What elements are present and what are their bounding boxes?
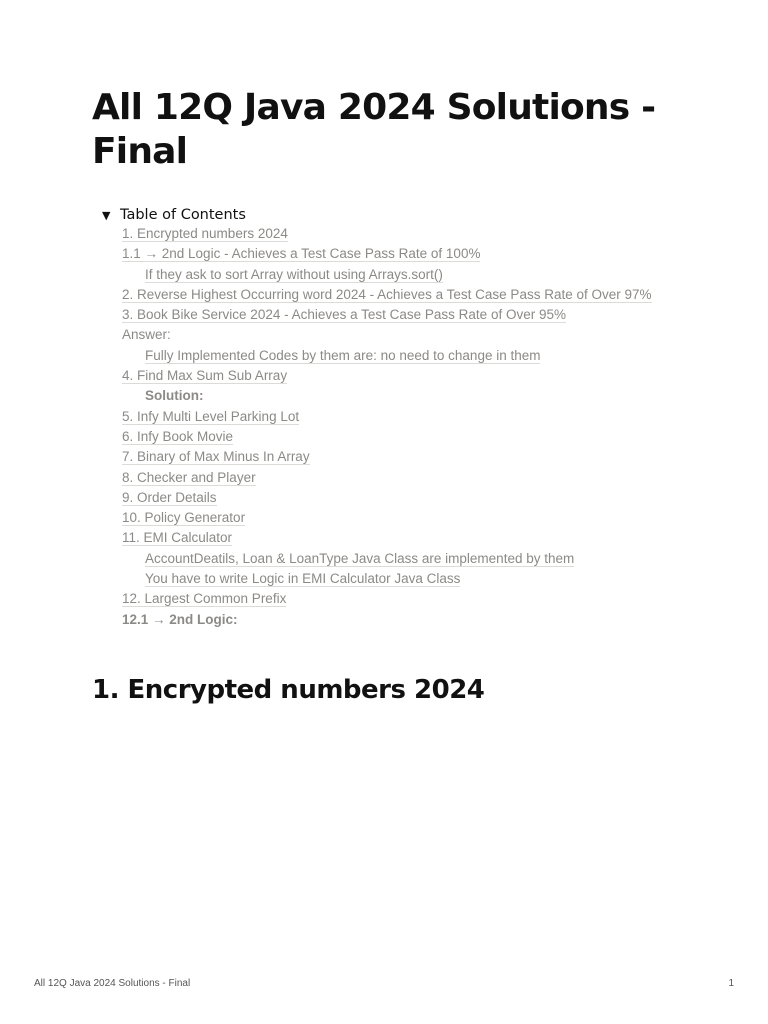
toc-item bbox=[122, 490, 662, 506]
toc-link-encrypted-numbers[interactable]: 1. Encrypted numbers 2024 bbox=[122, 226, 288, 241]
toc-title: Table of Contents bbox=[120, 207, 246, 223]
toc-item bbox=[122, 591, 662, 607]
toc-item bbox=[122, 551, 662, 567]
table-of-contents bbox=[122, 226, 662, 632]
toc-item bbox=[122, 510, 662, 526]
toc-item bbox=[122, 409, 662, 425]
toc-item bbox=[122, 287, 662, 303]
toc-link-checker-player[interactable]: 8. Checker and Player bbox=[122, 469, 256, 485]
toc-item bbox=[122, 449, 662, 465]
triangle-down-icon: ▼ bbox=[102, 208, 111, 222]
toc-link-policy-generator[interactable]: 10. Policy Generator bbox=[122, 510, 246, 526]
toc-item bbox=[122, 388, 662, 404]
toc-item bbox=[122, 307, 662, 323]
toc-toggle[interactable] bbox=[102, 205, 246, 225]
toc-link-reverse-word[interactable]: 2. Reverse Highest Occurring word 2024 - Achieves a Test Case Pass Rate of Over 97% bbox=[122, 286, 652, 302]
toc-link-book-movie[interactable]: 6. Infy Book Movie bbox=[122, 428, 234, 444]
toc-link-max-sum[interactable]: 4. Find Max Sum Sub Array bbox=[122, 368, 288, 384]
toc-link-order-details[interactable]: 9. Order Details bbox=[122, 489, 217, 505]
toc-item bbox=[122, 267, 662, 283]
toc-item bbox=[122, 327, 662, 343]
toc-item bbox=[122, 612, 662, 628]
section-heading: 1. Encrypted numbers 2024 bbox=[92, 675, 485, 705]
toc-item bbox=[122, 246, 662, 262]
toc-link-binary-max-minus[interactable]: 7. Binary of Max Minus In Array bbox=[122, 449, 310, 465]
toc-link-2nd-logic[interactable]: 1.1 → 2nd Logic - Achieves a Test Case Pass Rate of 100% bbox=[122, 246, 481, 262]
toc-link-emi-calculator[interactable]: 11. EMI Calculator bbox=[122, 530, 233, 546]
toc-item bbox=[122, 470, 662, 486]
page-title: All 12Q Java 2024 Solutions - Final bbox=[92, 87, 656, 172]
toc-link-solution[interactable]: Solution: bbox=[145, 388, 204, 404]
footer-doc-title: All 12Q Java 2024 Solutions - Final bbox=[34, 978, 191, 989]
toc-link-book-bike[interactable]: 3. Book Bike Service 2024 - Achieves a Test Case Pass Rate of Over 95% bbox=[122, 307, 566, 323]
toc-item bbox=[122, 348, 662, 364]
toc-link-account-details[interactable]: AccountDeatils, Loan & LoanType Java Class are implemented by them bbox=[145, 550, 575, 566]
toc-link-emi-logic[interactable]: You have to write Logic in EMI Calculator Java Class bbox=[145, 571, 461, 587]
toc-link-answer[interactable]: Answer: bbox=[122, 327, 171, 343]
toc-link-implemented-codes[interactable]: Fully Implemented Codes by them are: no need to change in them bbox=[145, 347, 541, 363]
toc-item bbox=[122, 429, 662, 445]
toc-item bbox=[122, 226, 662, 242]
toc-link-common-prefix[interactable]: 12. Largest Common Prefix bbox=[122, 591, 287, 607]
footer-page-number: 1 bbox=[728, 978, 734, 989]
toc-item bbox=[122, 571, 662, 587]
toc-item bbox=[122, 368, 662, 384]
toc-item bbox=[122, 530, 662, 546]
toc-link-12-1-2nd-logic[interactable]: 12.1 → 2nd Logic: bbox=[122, 611, 238, 627]
toc-link-parking-lot[interactable]: 5. Infy Multi Level Parking Lot bbox=[122, 408, 300, 424]
toc-link-sort-array[interactable]: If they ask to sort Array without using Arrays.sort() bbox=[145, 266, 443, 282]
